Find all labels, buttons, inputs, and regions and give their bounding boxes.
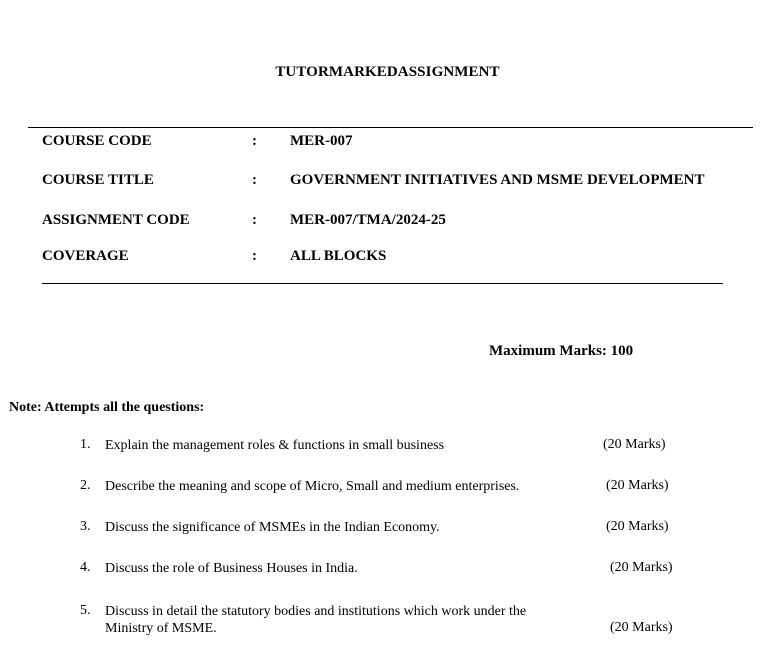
question-text-line-2: Ministry of MSME. [105,621,217,636]
assignment-code-separator: : [252,212,257,228]
coverage-value: ALL BLOCKS [290,248,387,264]
coverage-label: COVERAGE [42,248,129,264]
coverage-separator: : [252,248,257,264]
question-number: 1. [80,437,91,452]
maximum-marks: Maximum Marks: 100 [489,343,634,359]
question-text: Describe the meaning and scope of Micro, Small and medium enterprises. [105,479,520,494]
assignment-code-value: MER-007/TMA/2024-25 [290,212,446,228]
question-marks: (20 Marks) [610,560,673,575]
question-number: 4. [80,560,91,575]
bottom-divider [42,283,723,284]
course-code-label: COURSE CODE [42,133,152,149]
question-marks: (20 Marks) [606,478,669,493]
assignment-title: TUTORMARKEDASSIGNMENT [275,64,500,80]
top-divider [28,127,753,128]
question-number: 5. [80,603,91,618]
question-number: 2. [80,478,91,493]
question-number: 3. [80,519,91,534]
question-text: Discuss the role of Business Houses in India. [105,561,358,576]
question-text: Discuss the significance of MSMEs in the Indian Economy. [105,520,440,535]
course-code-separator: : [252,133,257,149]
course-title-label: COURSE TITLE [42,172,154,188]
question-marks: (20 Marks) [610,620,673,635]
question-marks: (20 Marks) [603,437,666,452]
question-text: Explain the management roles & functions in small business [105,438,445,453]
assignment-code-label: ASSIGNMENT CODE [42,212,190,228]
course-title-value: GOVERNMENT INITIATIVES AND MSME DEVELOPMENT [290,172,705,188]
course-code-value: MER-007 [290,133,353,149]
instructions-note: Note: Attempts all the questions: [9,400,205,415]
question-marks: (20 Marks) [606,519,669,534]
course-title-separator: : [252,172,257,188]
question-text-line-1: Discuss in detail the statutory bodies and institutions which work under the [105,604,527,619]
